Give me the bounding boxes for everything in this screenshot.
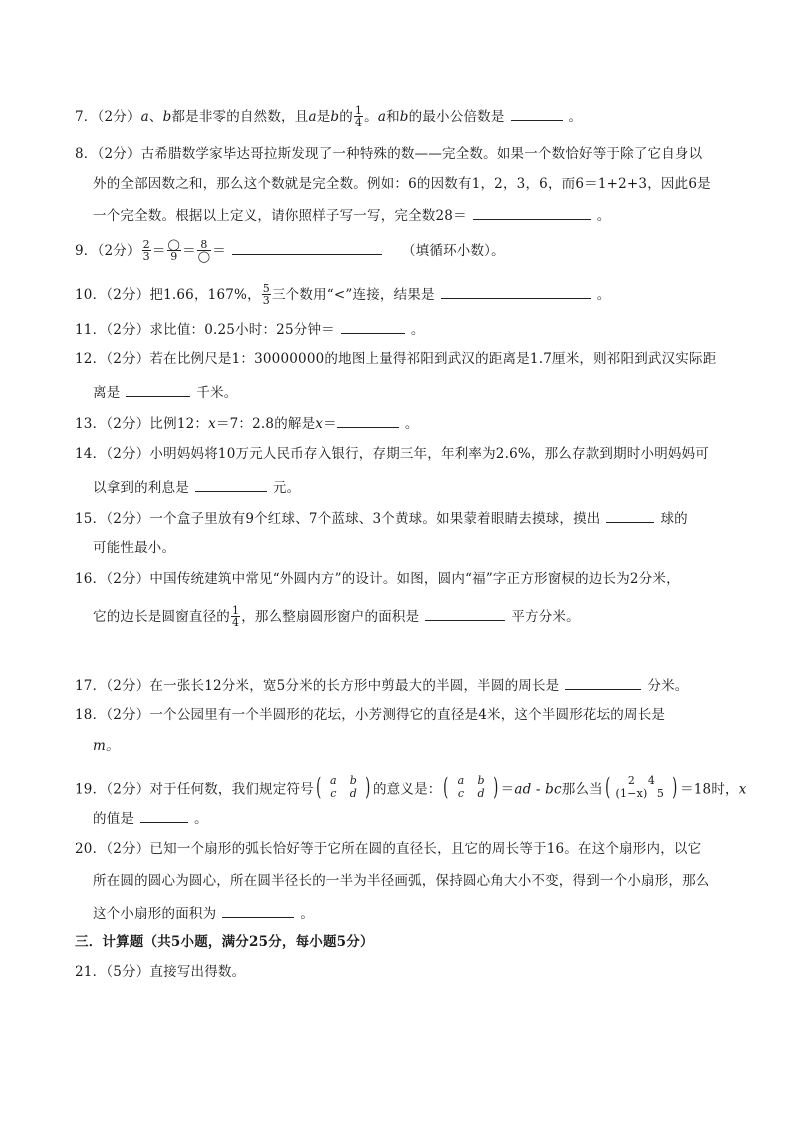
q20-answer-blank[interactable] xyxy=(222,903,294,918)
q9-f3-den-blank[interactable]: ◯ xyxy=(197,250,211,263)
q17-answer-blank[interactable] xyxy=(565,675,641,690)
q14-answer-blank[interactable] xyxy=(195,477,267,492)
q7-fraction xyxy=(354,105,363,128)
q19-text3: 那么当 xyxy=(561,781,603,798)
question-16-line2 xyxy=(93,606,580,629)
q19-text2: ＝ xyxy=(500,781,515,798)
q13-var-x2: x xyxy=(315,416,324,432)
q9-f3-num: 8 xyxy=(197,239,212,251)
q19-m2-c: c xyxy=(457,787,465,800)
q9-f1-den: 3 xyxy=(142,250,150,263)
q7-prefix: 7．（2分） xyxy=(75,109,141,125)
q7-var-b3: b xyxy=(399,109,409,125)
q19-m2-left-paren: ( xyxy=(443,773,449,801)
question-9 xyxy=(75,240,505,263)
q9-f2-den: 9 xyxy=(170,250,178,263)
q9-eq1: ＝ xyxy=(151,243,166,259)
q19-m1-b: b xyxy=(349,774,358,787)
q19-matrix-given xyxy=(603,774,680,800)
q9-frac-1 xyxy=(142,239,151,262)
q19-m2-d: d xyxy=(477,787,485,800)
q19-m1-a: a xyxy=(330,774,337,787)
q9-f2-num-blank[interactable]: ◯ xyxy=(167,238,181,251)
q19-m3-d: 5 xyxy=(656,787,665,800)
q16-suffix: 平方分米。 xyxy=(511,609,580,625)
q7-frac-num: 1 xyxy=(354,104,363,117)
question-17 xyxy=(75,675,689,695)
question-11 xyxy=(75,319,425,339)
q16-mid: ，那么整扇圆形窗户的面积是 xyxy=(241,609,420,625)
question-20-line3 xyxy=(93,903,314,923)
question-18-line1: 18．（2分）一个公园里有一个半圆形的花坛，小芳测得它的直径是4米，这个半圆形花坛的周长是 xyxy=(75,707,666,723)
question-16-line1: 16．（2分）中国传统建筑中常见“外圆内方”的设计。如图，圆内“福”字正方形窗棂的边长为2分米， xyxy=(75,571,680,587)
q20-prefix: 这个小扇形的面积为 xyxy=(93,906,217,922)
q14-prefix: 以拿到的利息是 xyxy=(93,480,189,496)
q16-prefix: 它的边长是圆窗直径的 xyxy=(93,609,230,625)
q19-m1-left-paren: ( xyxy=(315,773,322,801)
question-7 xyxy=(75,106,582,129)
q19-m3-a: 2 xyxy=(627,774,636,787)
q17-suffix: 分米。 xyxy=(647,678,689,694)
q19-text1: 的意义是： xyxy=(372,781,442,798)
q7-var-a: a xyxy=(140,109,149,125)
q9-prefix: 9．（2分） xyxy=(75,243,141,259)
q19-m2-right-paren: ) xyxy=(493,773,499,801)
q13-suffix: 。 xyxy=(404,416,419,432)
q9-eq2: ＝ xyxy=(182,243,196,259)
question-8-line3 xyxy=(93,205,610,225)
q19-m3-left-paren: ( xyxy=(605,773,611,801)
question-13 xyxy=(75,413,419,433)
question-14-line1: 14．（2分）小明妈妈将10万元人民币存入银行，存期三年，年利率为2.6%，那么存款到期时小明妈妈可 xyxy=(75,446,709,462)
q14-suffix: 元。 xyxy=(272,480,301,496)
q10-prefix: 10．（2分）把1.66，167%， xyxy=(75,287,261,303)
section-3-title: 三．计算题（共5小题，满分25分，每小题5分） xyxy=(75,934,374,950)
q12-answer-blank[interactable] xyxy=(126,382,190,397)
q19-prefix: 19．（2分）对于任何数，我们规定符号 xyxy=(75,781,314,798)
q7-var-b2: b xyxy=(330,109,340,125)
q15-answer-blank[interactable] xyxy=(606,508,654,523)
q19-line2-prefix: 的值是 xyxy=(93,811,135,827)
q11-suffix: 。 xyxy=(410,322,425,338)
q13-mid: ＝7：2.8的解是 xyxy=(215,416,316,432)
q7-var-a2: a xyxy=(308,109,317,125)
q13-prefix: 13．（2分）比例12： xyxy=(75,416,209,432)
question-8-line1: 8．（2分）古希腊数学家毕达哥拉斯发现了一种特殊的数——完全数。如果一个数恰好等于除了它自身以 xyxy=(75,146,703,162)
question-20-line2: 所在圆的圆心为圆心，所在圆半径长的一半为半径画弧，保持圆心角大小不变，得到一个小扇形，那么 xyxy=(93,873,710,889)
q12-suffix: 千米。 xyxy=(196,385,238,401)
question-18-line2: m。 xyxy=(93,738,120,754)
q7-suffix: 。 xyxy=(568,109,583,125)
question-12-line2 xyxy=(93,382,238,402)
q16-answer-blank[interactable] xyxy=(425,606,505,621)
q11-text: 11．（2分）求比值：0.25小时：25分钟＝ xyxy=(75,322,335,338)
question-19-line2 xyxy=(93,808,208,828)
q7-text4: 。 xyxy=(364,109,378,125)
q17-text: 17．（2分）在一张长12分米，宽5分米的长方形中剪最大的半圆，半圆的周长是 xyxy=(75,678,560,694)
q19-m1-c: c xyxy=(330,787,337,800)
q13-var-x: x xyxy=(208,416,216,432)
question-20-line1: 20．（2分）已知一个扇形的弧长恰好等于它所在圆的直径长，且它的周长等于16。在这个扇形内，以它 xyxy=(75,841,702,857)
q13-answer-blank[interactable] xyxy=(337,413,399,428)
q12-prefix: 离是 xyxy=(93,385,121,401)
q10-frac-den: 3 xyxy=(262,294,270,307)
q13-eq: ＝ xyxy=(323,416,337,432)
q9-note: （填循环小数）。 xyxy=(401,243,505,259)
q19-matrix-definition xyxy=(441,774,500,800)
q10-frac-num: 5 xyxy=(262,282,270,295)
q10-suffix: 。 xyxy=(596,287,611,303)
question-14-line2 xyxy=(93,477,300,497)
q7-text1: 都是非零的自然数，且 xyxy=(171,109,309,125)
q7-sep: 、 xyxy=(148,109,163,125)
q8-answer-blank[interactable] xyxy=(473,205,591,220)
q7-frac-den: 4 xyxy=(354,116,363,129)
q8-line3-text: 一个完全数。根据以上定义，请你照样子写一写，完全数28＝ xyxy=(93,208,467,224)
question-12-line1: 12．（2分）若在比例尺是1：30000000的地图上量得祁阳到武汉的距离是1.7厘米，则祁阳到武汉实际距 xyxy=(75,351,717,367)
q15-text: 15．（2分）一个盒子里放有9个红球、7个蓝球、3个黄球。如果蒙着眼睛去摸球，摸出 xyxy=(75,511,601,527)
q7-var-b: b xyxy=(162,109,172,125)
q7-var-a3: a xyxy=(377,109,387,125)
q19-m1-d: d xyxy=(349,787,358,800)
q7-text3: 的 xyxy=(339,109,353,125)
q19-m2-b: b xyxy=(477,774,485,787)
q9-eq3: ＝ xyxy=(212,243,226,259)
q10-answer-blank[interactable] xyxy=(441,284,591,299)
q19-matrix-symbol xyxy=(314,774,373,800)
q19-expr: ad - bc xyxy=(514,781,562,798)
q9-frac-3 xyxy=(197,239,212,262)
q16-fraction xyxy=(231,605,240,628)
q7-text5: 和 xyxy=(386,109,400,125)
q20-suffix: 。 xyxy=(300,906,315,922)
question-15-line1 xyxy=(75,508,688,528)
q7-answer-blank[interactable] xyxy=(511,106,563,121)
q19-m3-right-paren: ) xyxy=(672,773,678,801)
question-19 xyxy=(75,773,747,803)
q9-frac-2 xyxy=(167,239,182,262)
q19-answer-blank[interactable] xyxy=(140,808,188,823)
q7-text2: 是 xyxy=(316,109,331,125)
q19-m2-a: a xyxy=(457,774,465,787)
q19-m3-b: 4 xyxy=(647,774,656,787)
question-8-line2: 外的全部因数之和，那么这个数就是完全数。例如：6的因数有1，2，3，6，而6＝1+2+3，因此6是 xyxy=(93,176,711,192)
q19-var-x: x xyxy=(738,781,747,798)
q19-m3-c: (1−x) xyxy=(615,787,648,800)
question-15-line2: 可能性最小。 xyxy=(93,540,176,556)
q9-f1-num: 2 xyxy=(142,238,150,251)
q7-text6: 的最小公倍数是 xyxy=(408,109,505,125)
question-10 xyxy=(75,284,610,307)
q11-answer-blank[interactable] xyxy=(341,319,405,334)
q19-text4: ＝18时， xyxy=(680,781,739,798)
q9-answer-blank[interactable] xyxy=(232,240,382,255)
q16-frac-den: 4 xyxy=(232,616,240,629)
question-21: 21．（5分）直接写出得数。 xyxy=(75,964,246,980)
q10-fraction xyxy=(262,283,271,306)
q15-suffix: 球的 xyxy=(660,511,688,527)
q8-suffix: 。 xyxy=(596,208,611,224)
q19-m1-right-paren: ) xyxy=(365,773,371,801)
q19-suffix: 。 xyxy=(194,811,208,827)
q16-frac-num: 1 xyxy=(232,604,240,617)
q10-text: 三个数用“<”连接，结果是 xyxy=(271,287,435,303)
